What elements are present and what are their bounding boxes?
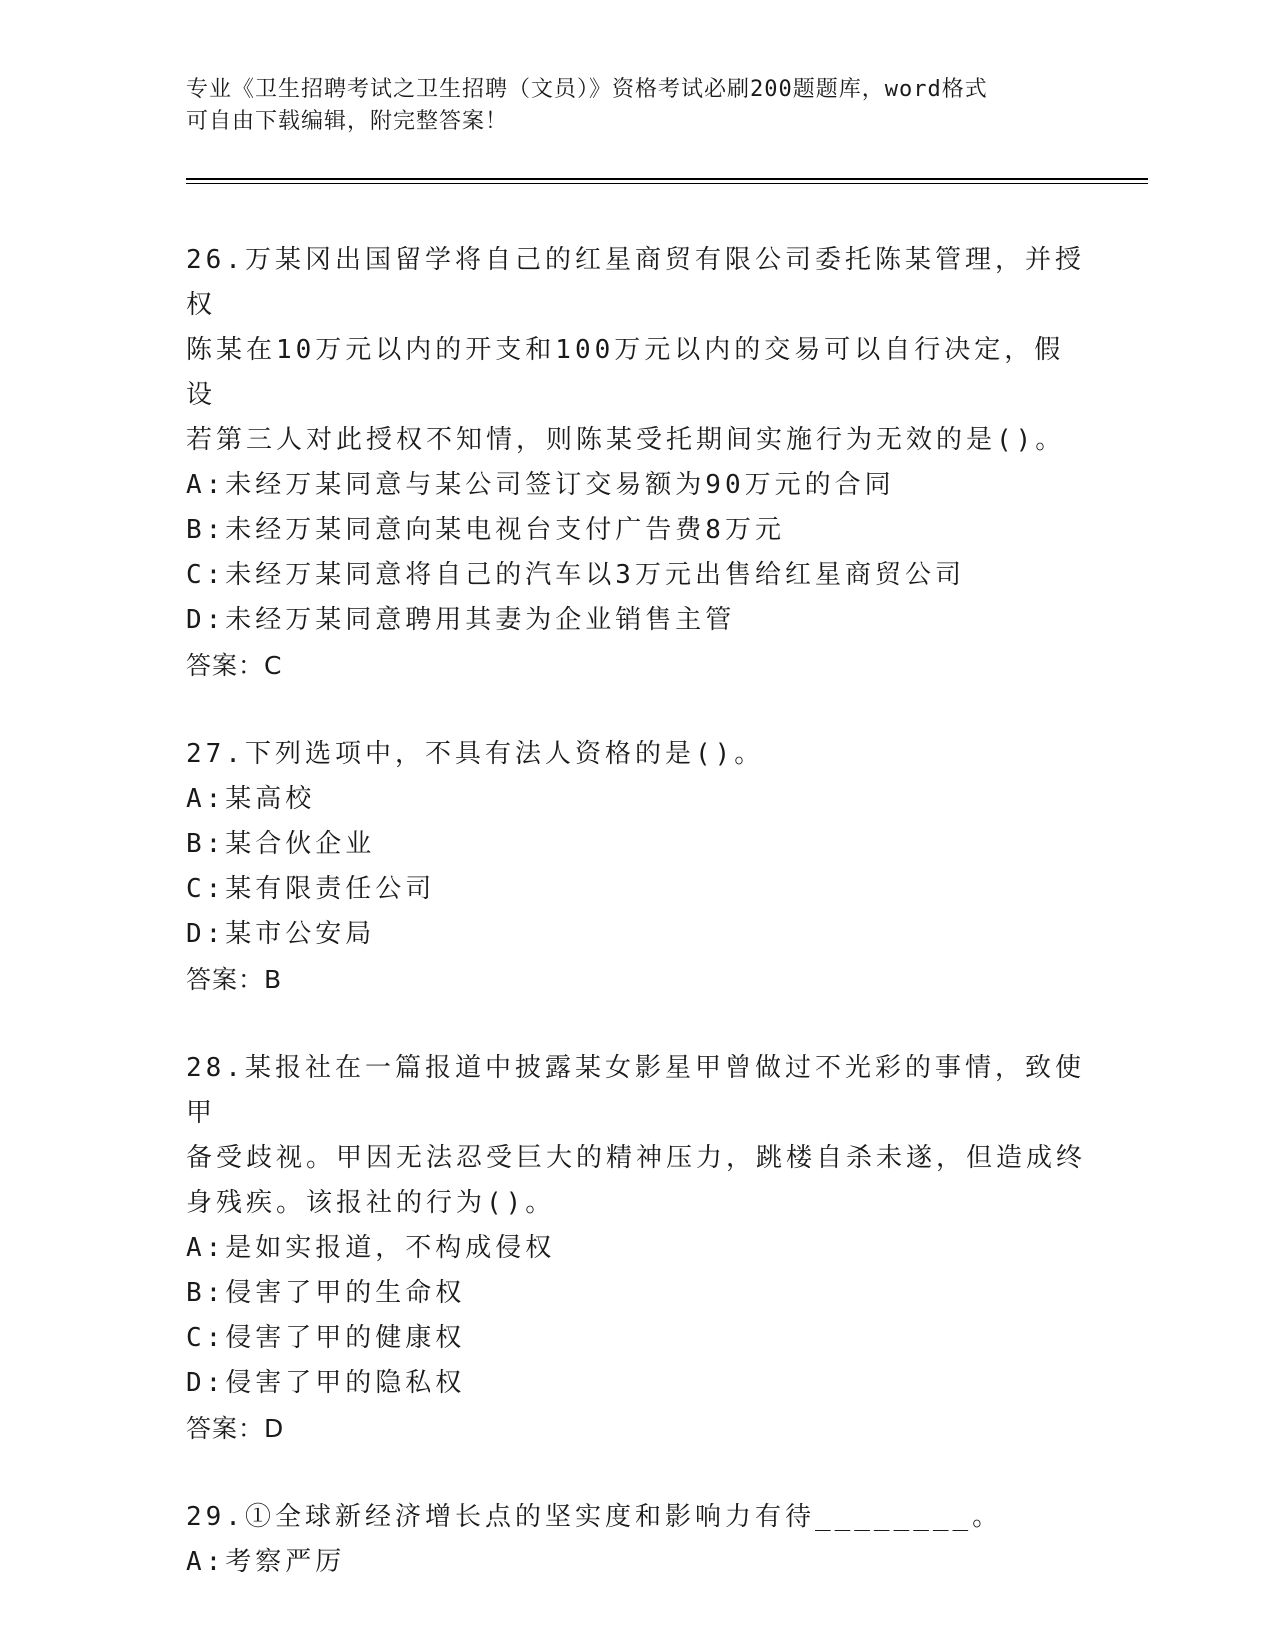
option-a: A:是如实报道，不构成侵权	[186, 1233, 556, 1263]
option-d: D:未经万某同意聘用其妻为企业销售主管	[186, 605, 736, 635]
question-text-line: 备受歧视。甲因无法忍受巨大的精神压力，跳楼自杀未遂，但造成终	[186, 1143, 1087, 1173]
question-29	[186, 1495, 1086, 1585]
question-text-line: 身残疾。该报社的行为()。	[186, 1188, 556, 1218]
option-a: A:未经万某同意与某公司签订交易额为90万元的合同	[186, 470, 895, 500]
option-c: C:侵害了甲的健康权	[186, 1323, 466, 1353]
answer: 答案：B	[186, 965, 283, 994]
answer: 答案：C	[186, 651, 283, 680]
option-d: D:某市公安局	[186, 919, 376, 949]
header-line-2: 可自由下载编辑，附完整答案！	[186, 109, 509, 134]
option-b: B:侵害了甲的生命权	[186, 1278, 466, 1308]
header-divider-thick	[186, 178, 1148, 180]
question-text-line: 28.某报社在一篇报道中披露某女影星甲曾做过不光彩的事情，致使甲	[186, 1053, 1085, 1128]
question-text-line: 29.①全球新经济增长点的坚实度和影响力有待________。	[186, 1502, 1003, 1532]
question-text-line: 26.万某冈出国留学将自己的红星商贸有限公司委托陈某管理，并授权	[186, 245, 1085, 320]
question-26	[186, 238, 1086, 688]
question-28	[186, 1046, 1086, 1451]
header-line-1: 专业《卫生招聘考试之卫生招聘（文员）》资格考试必刷200题题库，word格式	[186, 77, 988, 102]
option-a: A:考察严厉	[186, 1547, 346, 1577]
option-b: B:未经万某同意向某电视台支付广告费8万元	[186, 515, 785, 545]
question-27	[186, 732, 1086, 1002]
question-text-line: 陈某在10万元以内的开支和100万元以内的交易可以自行决定，假设	[186, 335, 1065, 410]
option-d: D:侵害了甲的隐私权	[186, 1368, 466, 1398]
option-c: C:未经万某同意将自己的汽车以3万元出售给红星商贸公司	[186, 560, 965, 590]
answer: 答案：D	[186, 1414, 285, 1443]
document-header	[186, 74, 1066, 138]
option-b: B:某合伙企业	[186, 829, 376, 859]
question-text-line: 若第三人对此授权不知情，则陈某受托期间实施行为无效的是()。	[186, 425, 1066, 455]
question-text-line: 27.下列选项中，不具有法人资格的是()。	[186, 739, 765, 769]
option-c: C:某有限责任公司	[186, 874, 436, 904]
question-list	[186, 238, 1086, 1629]
header-divider-thin	[186, 183, 1148, 184]
option-a: A:某高校	[186, 784, 316, 814]
